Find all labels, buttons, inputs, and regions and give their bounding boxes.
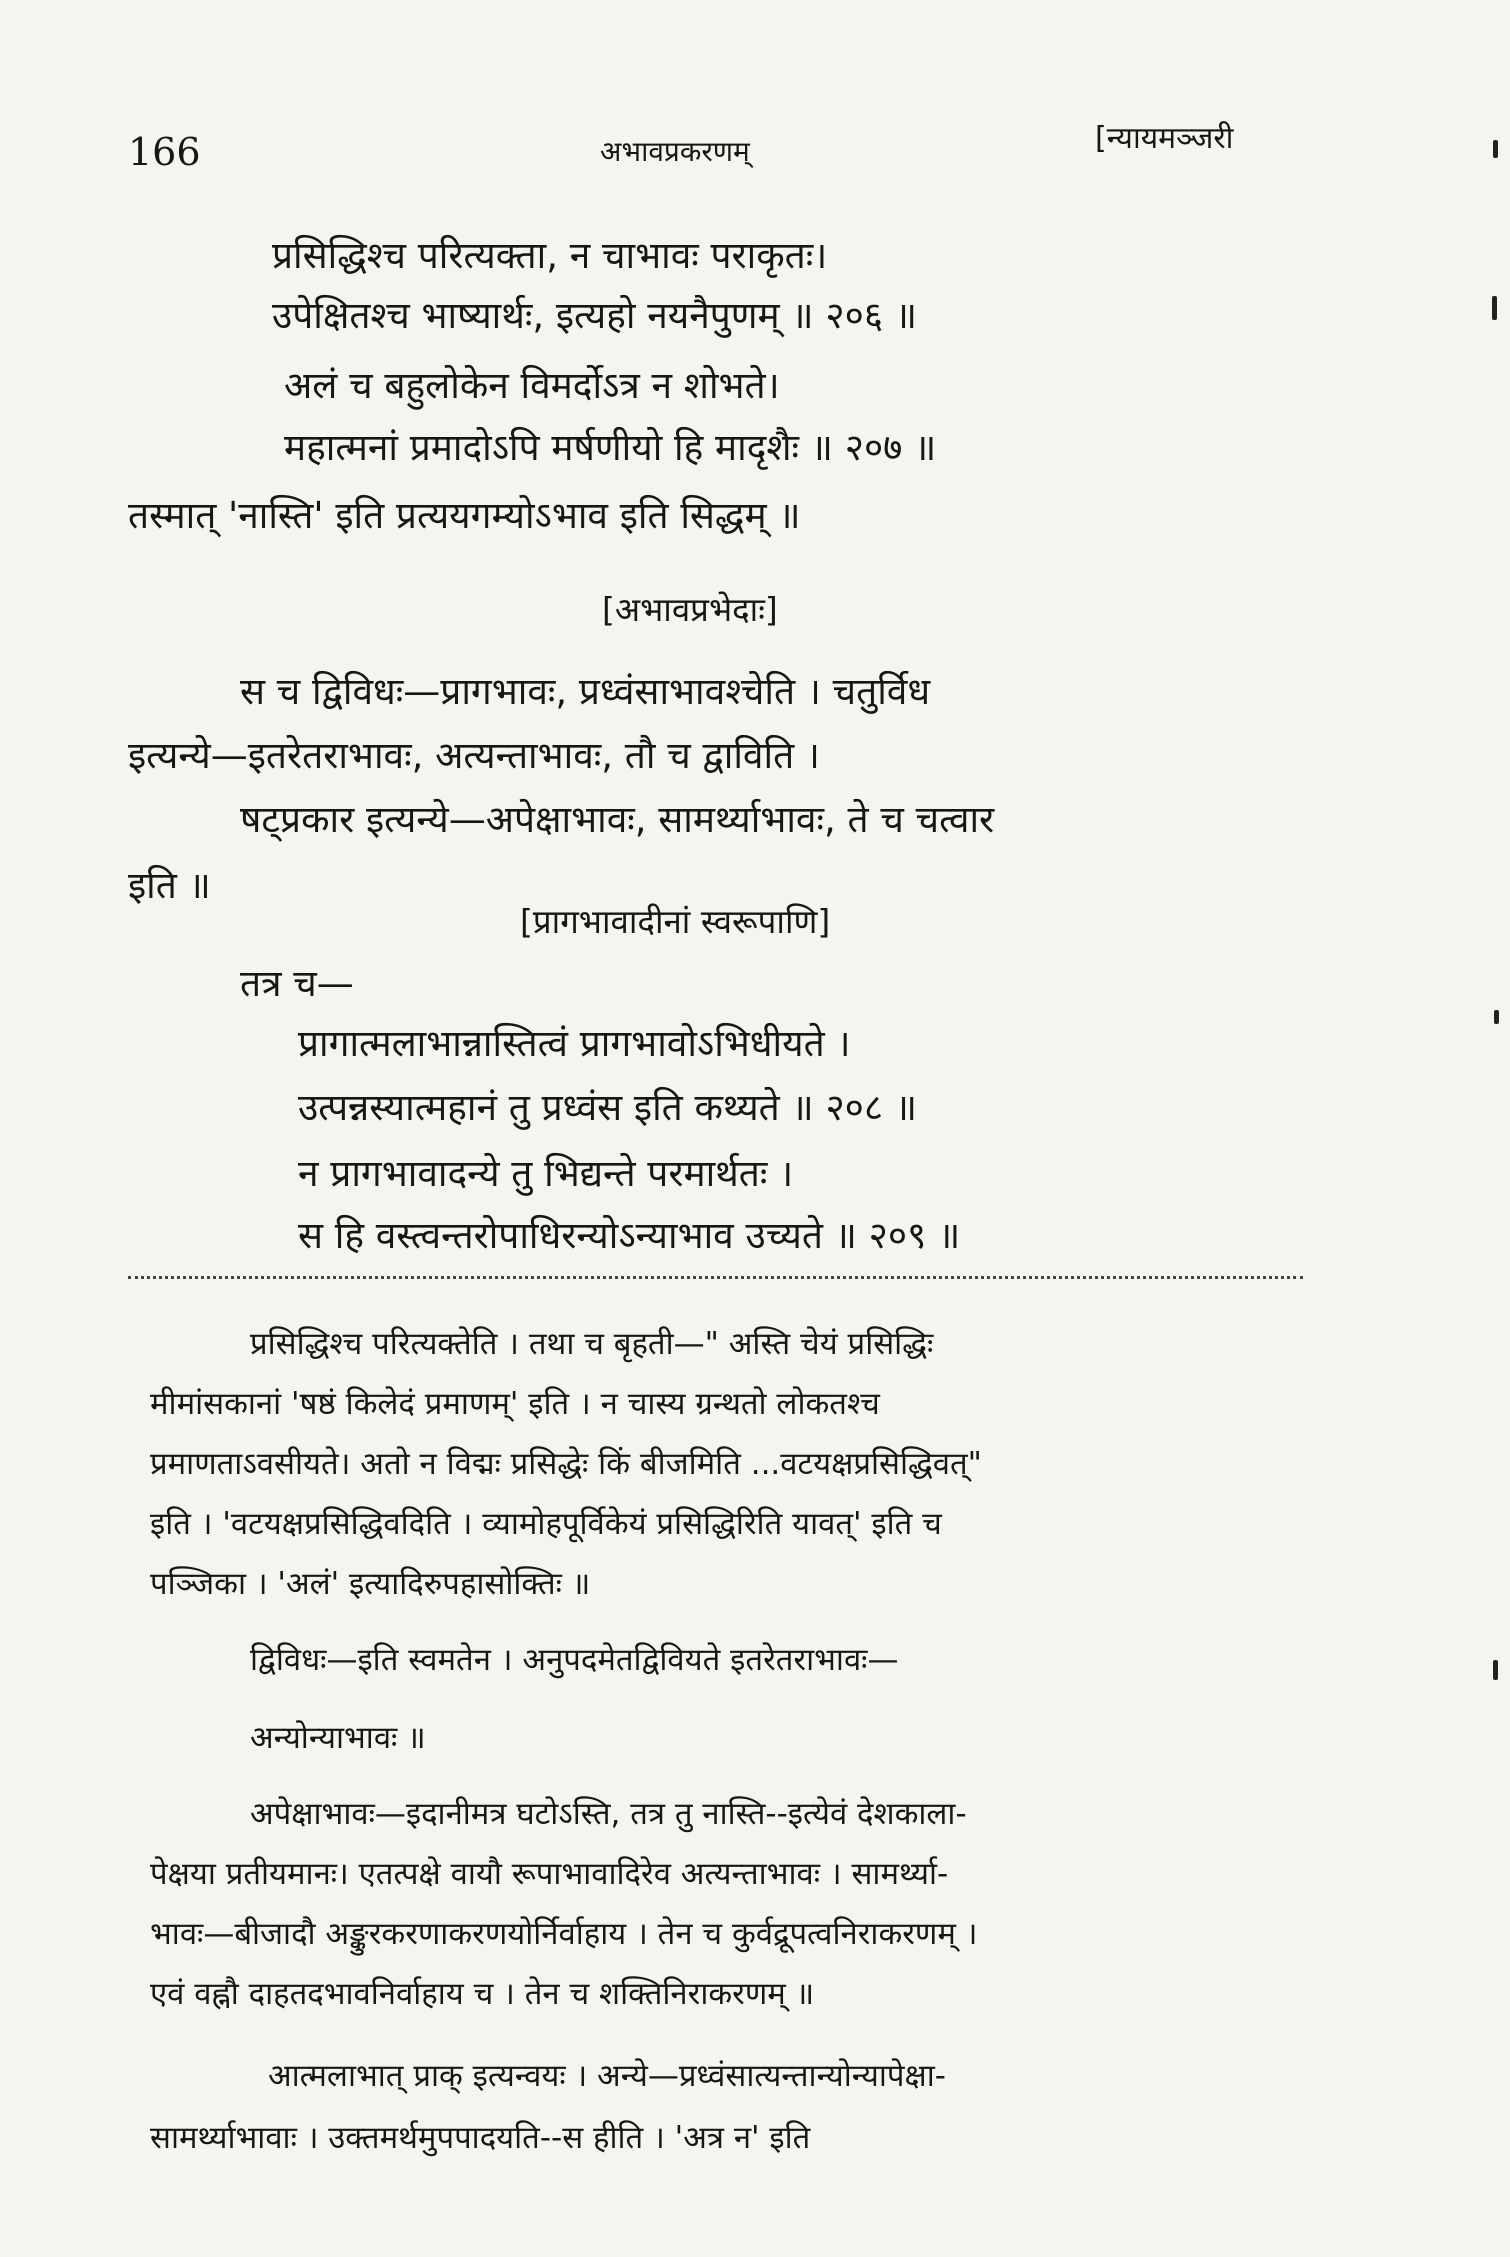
commentary-line: पेक्षया प्रतीयमानः। एतत्पक्षे वायौ रूपाभावादिरेव अत्यन्ताभावः । सामर्थ्या- — [150, 1856, 949, 1892]
page-number: 166 — [128, 130, 201, 174]
paragraph-line: षट्प्रकार इत्यन्ये—अपेक्षाभावः, सामर्थ्याभावः, ते च चत्वार — [240, 798, 995, 841]
verse-line: प्रागात्मलाभान्नास्तित्वं प्रागभावोऽभिधीयते । — [298, 1022, 851, 1065]
commentary-line: पञ्जिका । 'अलं' इत्यादिरुपहासोक्तिः ॥ — [150, 1566, 591, 1602]
commentary-line: एवं वह्नौ दाहतदभावनिर्वाहाय च । तेन च शक्तिनिराकरणम् ॥ — [150, 1976, 815, 2012]
commentary-line: अपेक्षाभावः—इदानीमत्र घटोऽस्ति, तत्र तु नास्ति--इत्येवं देशकाला- — [250, 1796, 967, 1832]
footnote-divider — [128, 1276, 1303, 1279]
commentary-line: सामर्थ्याभावाः । उक्तमर्थमुपपादयति--स हीति । 'अत्र न' इति — [150, 2120, 811, 2156]
paragraph-line: इति ॥ — [128, 864, 211, 907]
scan-edge-mark — [1494, 1010, 1499, 1024]
commentary-line: भावः—बीजादौ अङ्कुरकरणाकरणयोर्निर्वाहाय । तेन च कुर्वद्रूपत्वनिराकरणम् । — [150, 1916, 978, 1952]
commentary-line: मीमांसकानां 'षष्ठं किलेदं प्रमाणम्' इति । न चास्य ग्रन्थतो लोकतश्च — [150, 1386, 880, 1422]
commentary-line: अन्योन्याभावः ॥ — [250, 1720, 426, 1756]
scan-edge-mark — [1493, 1660, 1498, 1680]
conclusion-line: तस्मात् 'नास्ति' इति प्रत्ययगम्योऽभाव इति सिद्धम् ॥ — [128, 494, 801, 537]
paragraph-line: इत्यन्ये—इतरेतराभावः, अत्यन्ताभावः, तौ च द्वाविति । — [128, 734, 820, 777]
verse-line: उपेक्षितश्च भाष्यार्थः, इत्यहो नयनैपुणम् ॥ २०६ ॥ — [272, 294, 917, 337]
verse-line: न प्रागभावादन्ये तु भिद्यन्ते परमार्थतः । — [298, 1152, 794, 1195]
commentary-line: द्विविधः—इति स्वमतेन । अनुपदमेतद्विवियते इतरेतराभावः— — [250, 1642, 899, 1678]
verse-line: अलं च बहुलोकेन विमर्दोऽत्र न शोभते। — [284, 364, 780, 407]
section-heading: [अभावप्रभेदाः] — [602, 590, 778, 629]
paragraph-line: स च द्विविधः—प्रागभावः, प्रध्वंसाभावश्चेति । चतुर्विध — [240, 670, 931, 713]
running-title: अभावप्रकरणम् — [600, 135, 750, 168]
verse-line: उत्पन्नस्यात्महानं तु प्रध्वंस इति कथ्यते ॥ २०८ ॥ — [298, 1086, 918, 1129]
commentary-line: प्रसिद्धिश्च परित्यक्तेति । तथा च बृहती—" अस्ति चेयं प्रसिद्धिः — [250, 1326, 934, 1362]
verse-line: महात्मनां प्रमादोऽपि मर्षणीयो हि मादृशैः ॥ २०७ ॥ — [284, 426, 937, 469]
scan-edge-mark — [1493, 140, 1498, 158]
section-heading: [प्रागभावादीनां स्वरूपाणि] — [520, 902, 831, 941]
commentary-line: इति । 'वटयक्षप्रसिद्धिवदिति । व्यामोहपूर्विकेयं प्रसिद्धिरिति यावत्' इति च — [150, 1506, 942, 1542]
book-title: [न्यायमञ्जरी — [1095, 121, 1234, 156]
scan-edge-mark — [1492, 296, 1497, 320]
verse-line: स हि वस्त्वन्तरोपाधिरन्योऽन्याभाव उच्यते ॥ २०९ ॥ — [298, 1214, 961, 1257]
tatra-line: तत्र च— — [240, 962, 354, 1005]
commentary-line: आत्मलाभात् प्राक् इत्यन्वयः । अन्ये—प्रध्वंसात्यन्तान्योन्यापेक्षा- — [268, 2058, 946, 2094]
verse-line: प्रसिद्धिश्च परित्यक्ता, न चाभावः पराकृतः। — [272, 234, 828, 277]
commentary-line: प्रमाणताऽवसीयते। अतो न विद्मः प्रसिद्धेः किं बीजमिति ...वटयक्षप्रसिद्धिवत्" — [150, 1446, 982, 1482]
